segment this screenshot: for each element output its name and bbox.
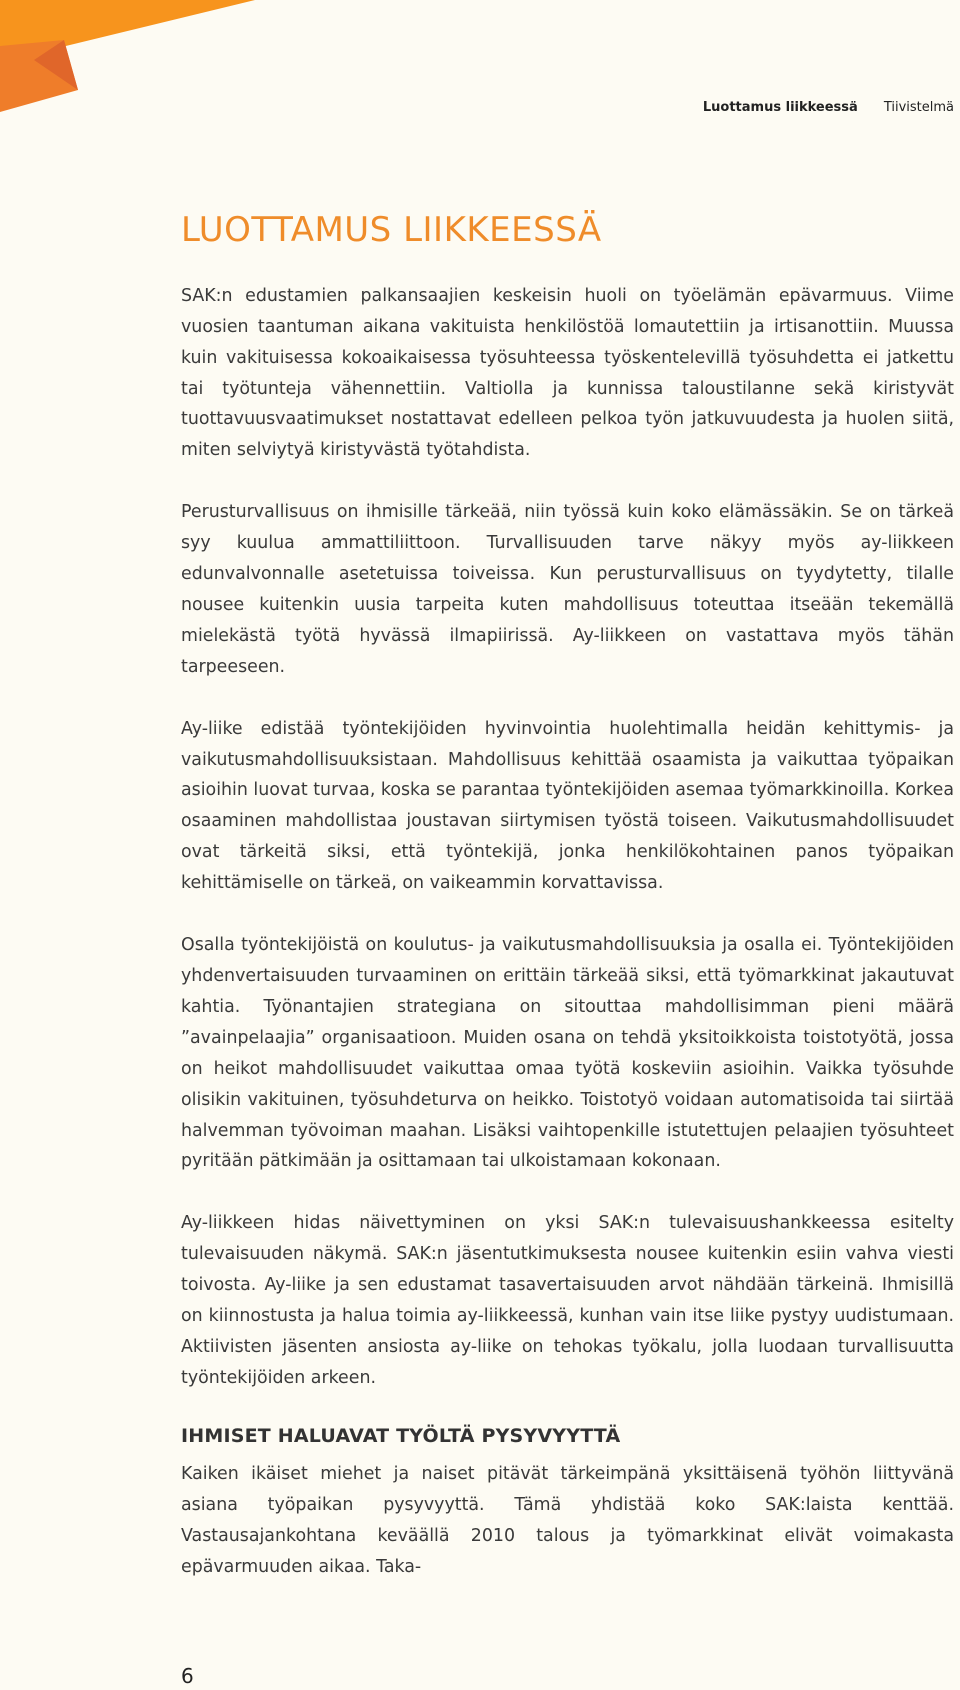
paragraph-3: Ay-liike edistää työntekijöiden hyvinvointia huolehtimalla heidän kehittymis- ja vaikutusmahdollisuuksistaan. Mahdollisuus kehittää osaamista ja vaikuttaa työpaikan asioihin luovat turvaa, koska se parantaa työntekijöiden asemaa työmarkkinoilla. Korkea osaaminen mahdollistaa joustavan siirtymisen työstä toiseen. Vaikutusmahdollisuudet ovat tärkeitä siksi, että työntekijä, jonka henkilökohtainen panos työpaikan kehittämiselle on tärkeä, on vaikeammin korvattavissa. <box>181 718 954 894</box>
corner-decoration <box>0 0 260 120</box>
header-nav <box>703 100 954 115</box>
nav-summary-link[interactable]: Tiivistelmä <box>883 100 954 115</box>
paragraph-5: Ay-liikkeen hidas näivettyminen on yksi SAK:n tulevaisuushankkeessa esitelty tulevaisuuden näkymä. SAK:n jäsentutkimuksesta nousee kuitenkin esiin vahva viesti toivosta. Ay-liike ja sen edustamat tasavertaisuuden arvot nähdään tärkeinä. Ihmisillä on kiinnostusta ja halua toimia ay-liikkeessä, kunhan vain itse liike pystyy uudistumaan. Aktiivisten jäsenten ansiosta ay-liike on tehokas työkalu, jolla luodaan turvallisuutta työntekijöiden arkeen. <box>181 1213 954 1388</box>
page-number: 6 <box>181 1664 194 1688</box>
section-subheading: IHMISET HALUAVAT TYÖLTÄ PYSYVYYTTÄ <box>181 1424 621 1447</box>
page-title: LUOTTAMUS LIIKKEESSÄ <box>181 210 602 250</box>
paragraph-2: Perusturvallisuus on ihmisille tärkeää, niin työssä kuin koko elämässäkin. Se on tärkeä syy kuulua ammattiliittoon. Turvallisuuden tarve näkyy myös ay-liikkeen edunvalvonnalle asetetuissa toiveissa. Kun perusturvallisuus on tyydytetty, tilalle nousee kuitenkin uusia tarpeita kuten mahdollisuus toteuttaa itseään tekemällä mielekästä työtä hyvässä ilmapiirissä. Ay-liikkeen on vastattava myös tähän tarpeeseen. <box>181 502 954 677</box>
paragraph-4: Osalla työntekijöistä on koulutus- ja vaikutusmahdollisuuksia ja osalla ei. Työntekijöiden yhdenvertaisuuden turvaaminen on erittäin tärkeää siksi, että työmarkkinat jakautuvat kahtia. Työnantajien strategiana on sitouttaa mahdollisimman pieni määrä ”avainpelaajia” organisaatioon. Muiden osana on tehdä yksitoikkoista toistotyötä, jossa on heikot mahdollisuudet vaikuttaa omaa työtä koskeviin asioihin. Vaikka työsuhde olisikin vakituinen, työsuhdeturva on heikko. Toistotyö voidaan automatisoida tai siirtää halvemman työvoiman maahan. Lisäksi vaihtopenkille istutettujen pelaajien työsuhteet pyritään pätkimään ja osittamaan tai ulkoistamaan kokonaan. <box>181 935 954 1172</box>
nav-active-section[interactable]: Luottamus liikkeessä <box>702 100 858 115</box>
paragraph-1: SAK:n edustamien palkansaajien keskeisin huoli on työelämän epävarmuus. Viime vuosien taantuman aikana vakituista henkilöstöä lomautettiin ja irtisanottiin. Muussa kuin vakituisessa kokoaikaisessa työsuhteessa työskentelevillä työsuhdetta ei jatkettu tai työtunteja vähennettiin. Valtiolla ja kunnissa taloustilanne sekä kiristyvät tuottavuusvaatimukset nostattavat edelleen pelkoa työn jatkuvuudesta ja huolen siitä, miten selviytyä kiristyvästä työtahdista. <box>181 285 954 461</box>
article-content <box>181 210 954 1613</box>
paragraph-6: Kaiken ikäiset miehet ja naiset pitävät tärkeimpänä yksittäisenä työhön liittyvänä asiana työpaikan pysyvyyttä. Tämä yhdistää koko SAK:laista kenttää. Vastausajankohtana keväällä 2010 talous ja työmarkkinat elivät voimakasta epävarmuuden aikaa. Taka- <box>181 1463 954 1577</box>
